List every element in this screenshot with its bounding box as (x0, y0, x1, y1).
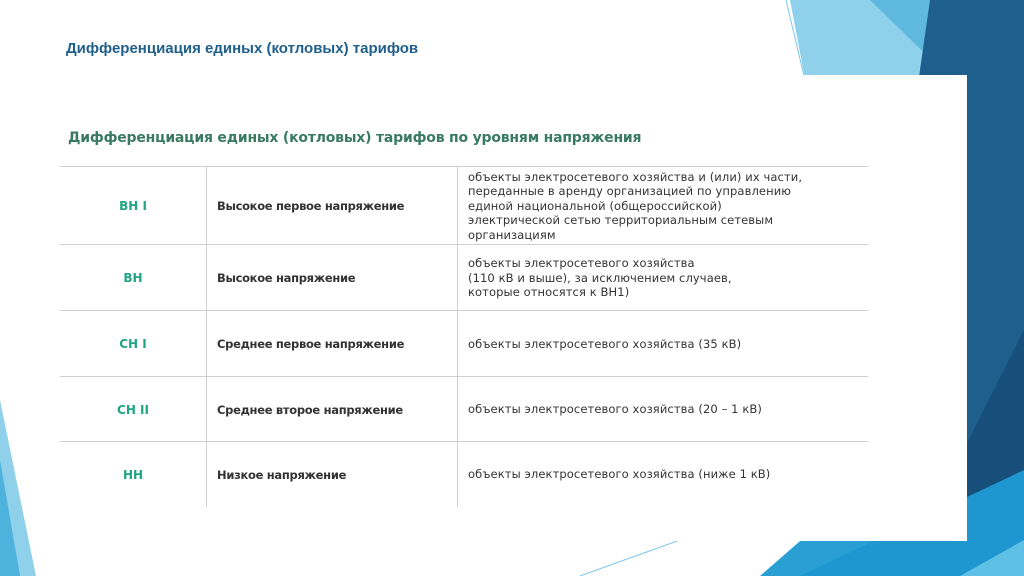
voltage-description: объекты электросетевого хозяйства и (или) их части, переданные в аренду организацией по управлению единой национальной (общероссийской) электрической сетью территориальным сетевым организациям (468, 169, 803, 242)
table-row (60, 376, 868, 442)
bg-thin-line-bottom (580, 540, 680, 576)
voltage-description: объекты электросетевого хозяйства (ниже 1 кВ) (468, 467, 771, 482)
slide-title: Дифференциация единых (котловых) тарифов (66, 40, 419, 57)
voltage-name: Низкое напряжение (206, 442, 458, 507)
voltage-code: ВН I (119, 199, 147, 213)
table-row (60, 441, 868, 507)
voltage-code: ВН (123, 271, 143, 285)
voltage-name: Среднее первое напряжение (206, 311, 458, 377)
voltage-code: НН (122, 467, 144, 482)
table-title: Дифференциация единых (котловых) тарифов по уровням напряжения (68, 130, 642, 146)
table-row (60, 166, 868, 245)
voltage-description: объекты электросетевого хозяйства (35 кВ) (468, 336, 742, 351)
voltage-description: объекты электросетевого хозяйства (20 – 1 кВ) (468, 402, 762, 417)
voltage-code: СН II (117, 402, 149, 417)
table-row (60, 310, 868, 377)
voltage-description: объекты электросетевого хозяйства (110 кВ и выше), за исключением случаев, которые относятся к ВН1) (468, 256, 732, 300)
voltage-name: Высокое напряжение (206, 245, 458, 311)
table-row (60, 244, 868, 311)
voltage-code: СН I (119, 337, 147, 351)
voltage-name: Высокое первое напряжение (206, 167, 458, 245)
voltage-name: Среднее второе напряжение (206, 377, 458, 442)
